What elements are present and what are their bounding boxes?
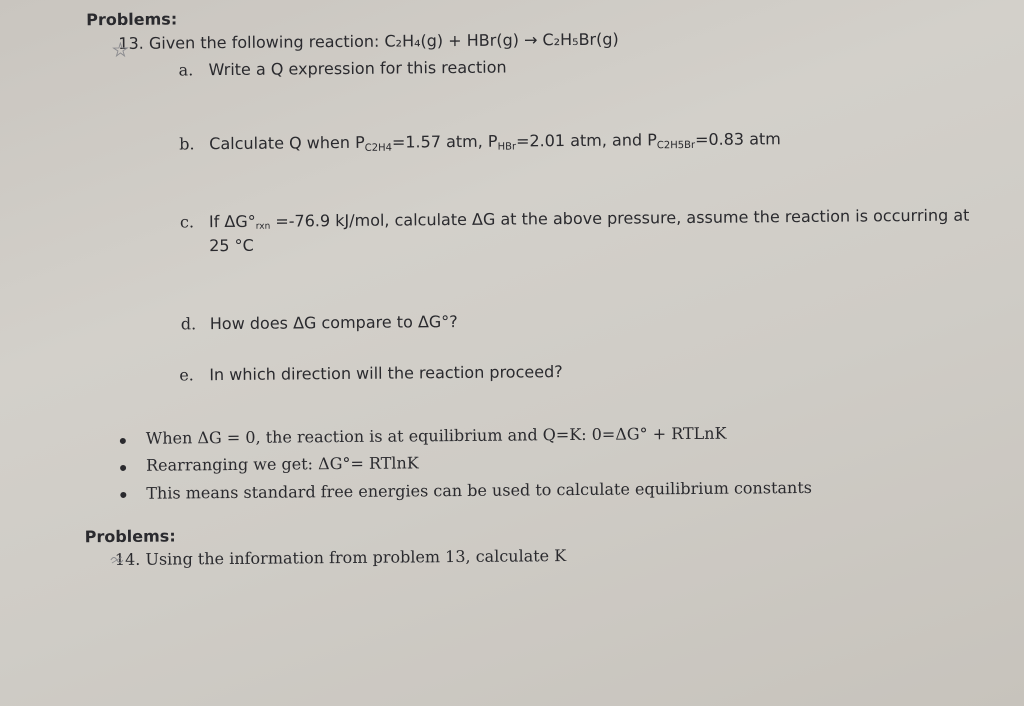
problems-heading-2: Problems: — [84, 526, 176, 547]
part-d-text: How does ΔG compare to ΔG°? — [209, 312, 458, 334]
part-a-text: Write a Q expression for this reaction — [208, 57, 507, 80]
part-c-line2: 25 °C — [209, 235, 254, 256]
star-scribble-icon — [112, 42, 128, 58]
problem-14 — [115, 546, 566, 569]
part-b-sub-c2h5br: C2H5Br — [656, 139, 696, 152]
part-b-prefix: Calculate Q when P — [209, 132, 365, 154]
problem-13 — [118, 30, 619, 53]
part-d-letter: d. — [180, 314, 197, 334]
part-b-text — [209, 129, 781, 155]
part-c-rest: =-76.9 kJ/mol, calculate ΔG at the above pressure, assume the reaction is occurring at — [270, 205, 970, 231]
bullet-dot-1 — [120, 438, 126, 444]
part-c-prefix: If ΔG° — [208, 211, 256, 232]
bullet-item-2: Rearranging we get: ΔG°= RTlnK — [145, 453, 419, 475]
part-b-mid1: =1.57 atm, P — [391, 131, 498, 152]
part-b-end: =0.83 atm — [694, 129, 781, 149]
bullet-dot-3 — [120, 492, 126, 498]
problem-14-text: Using the information from problem 13, calculate K — [145, 546, 567, 569]
problem-13-number: 13. — [118, 33, 144, 53]
part-a-letter: a. — [178, 60, 194, 80]
part-c-line1 — [209, 206, 970, 233]
bullet-item-3: This means standard free energies can be used to calculate equilibrium constants — [146, 477, 813, 503]
part-b-sub-hbr: HBr — [497, 141, 517, 153]
scribble-mark-icon — [109, 552, 125, 568]
bullet-dot-2 — [120, 465, 126, 471]
part-b-sub-c2h4: C2H4 — [364, 142, 393, 154]
problem-13-intro: Given the following reaction: C₂H₄(g) + HBr(g) → C₂H₅Br(g) — [148, 29, 619, 53]
part-e-text: In which direction will the reaction proceed? — [209, 362, 563, 385]
problem-14-number: 14. — [114, 549, 141, 570]
part-b-letter: b. — [179, 134, 195, 154]
bullet-item-1: When ΔG = 0, the reaction is at equilibrium and Q=K: 0=ΔG° + RTLnK — [145, 423, 727, 448]
part-c-letter: c. — [179, 212, 195, 232]
part-b-mid2: =2.01 atm, and P — [515, 130, 657, 151]
part-c-sub-rxn: rxn — [255, 221, 271, 232]
problems-heading-1: Problems: — [86, 9, 178, 30]
part-e-letter: e. — [179, 365, 194, 385]
